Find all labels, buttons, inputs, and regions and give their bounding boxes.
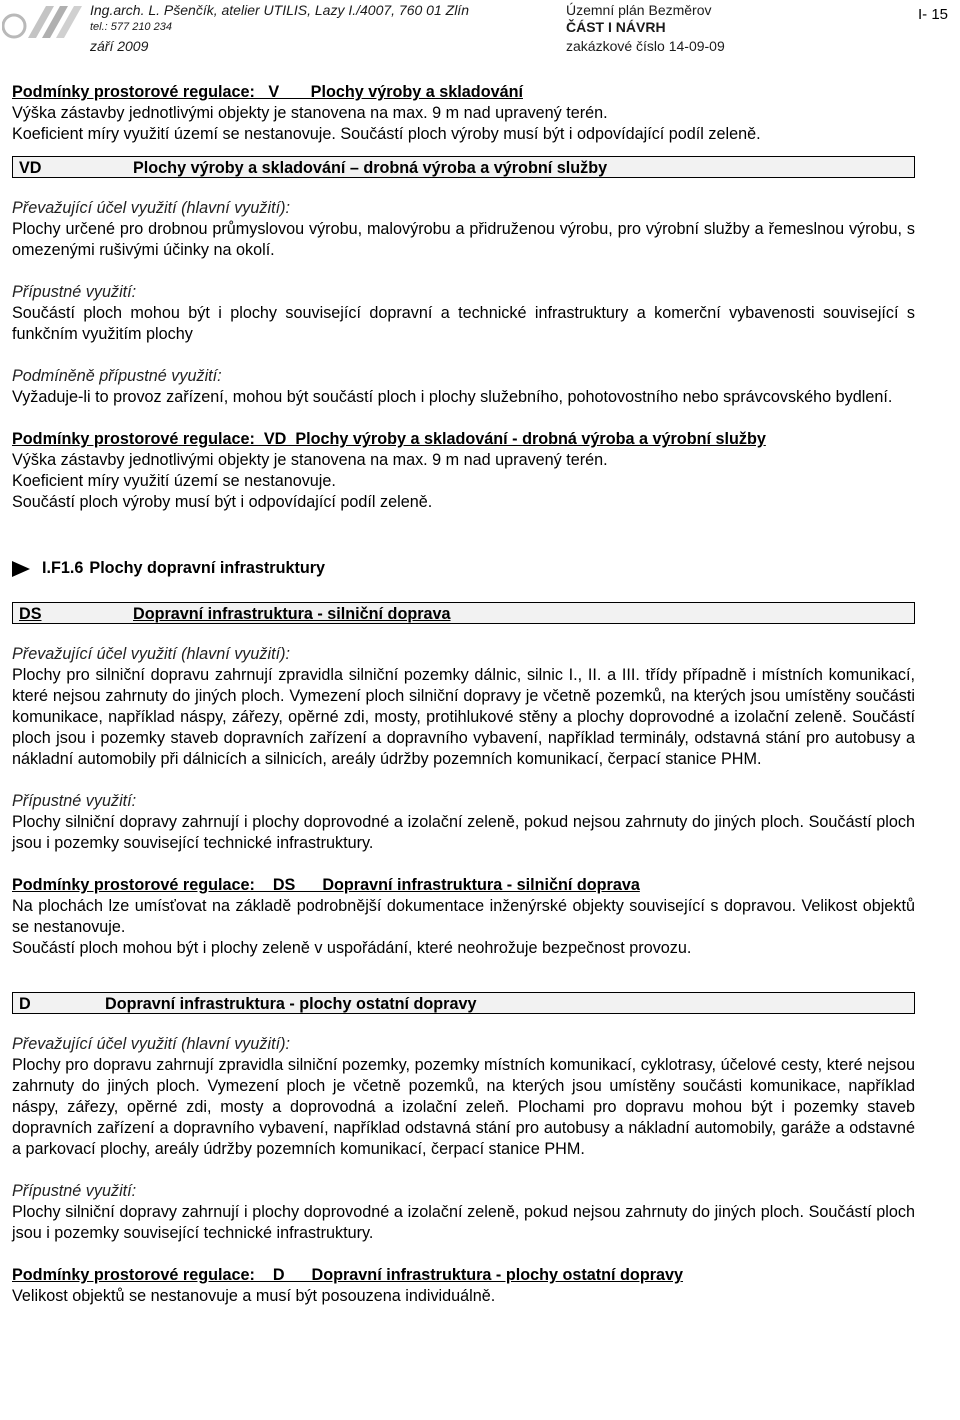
vd-regulation-line-1: Výška zástavby jednotlivými objekty je stanovena na max. 9 m nad upravený terén. — [12, 451, 608, 469]
vd-allowed-use-label: Přípustné využití: — [12, 283, 137, 301]
vd-main-use-label: Převažující účel využití (hlavní využití): — [12, 199, 290, 217]
d-main-use-text: Plochy pro dopravu zahrnují zpravidla silniční pozemky, pozemky místních komunikací, cyklotrasy, účelové cesty, které nejsou zahrnuty do jiných ploch. Vymezení ploch je včetně pozemků, na kterých jsou umístěny součásti komunikace, například náspy, zářezy, opěrné zdi, mosty a doprovodná a izolační zeleň. Plochami pro dopravu mohou být i pozemky staveb dopravních zařízení a dopravního vybavení, například odstavná stání pro autobusy a nákladní automobily, garáže a odstavné a parkovací plochy, areály údržby pozemních komunikací, čerpací stanice PHM. — [12, 1056, 915, 1158]
ds-title: Dopravní infrastruktura - silniční doprava — [133, 605, 451, 623]
v-regulation-line-2: Koeficient míry využití území se nestanovuje. Součástí ploch výroby musí být i odpovídající podíl zeleně. — [12, 125, 761, 143]
header-part: ČÁST I NÁVRH — [566, 19, 666, 35]
d-allowed-use-text: Plochy silniční dopravy zahrnují i plochy doprovodné a izolační zeleně, pokud nejsou zahrnuty do jiných ploch. Součástí ploch jsou i pozemky související technické infrastruktury. — [12, 1203, 915, 1242]
header-date: září 2009 — [90, 38, 149, 54]
d-code: D — [19, 995, 31, 1013]
arrow-right-icon — [12, 561, 30, 577]
vd-conditional-use-label: Podmíněně přípustné využití: — [12, 367, 222, 385]
ds-section-box — [12, 602, 915, 624]
ds-regulation-heading: Podmínky prostorové regulace: DS Dopravní infrastruktura - silniční doprava — [12, 876, 640, 894]
vd-title: Plochy výroby a skladování – drobná výroba a výrobní služby — [133, 159, 608, 177]
d-title: Dopravní infrastruktura - plochy ostatní dopravy — [105, 995, 477, 1013]
page-header — [0, 0, 960, 70]
d-section-box — [12, 992, 915, 1014]
section-title: Plochy dopravní infrastruktury — [89, 559, 326, 577]
ds-main-use-text: Plochy pro silniční dopravu zahrnují zpravidla silniční pozemky dálnic, silnic I., II. a III. třídy případně i místních komunikací, které nejsou zahrnuty do jiných ploch. Vymezení ploch silniční dopravy je včetně pozemků, na kterých jsou umístěny součásti komunikace, například náspy, zářezy, opěrné zdi, mosty, protihlukové stěny a plochy doprovodné a izolační zeleně. Součástí ploch jsou i pozemky staveb dopravních zařízení a dopravního vybavení, například terminály, odstavná stání pro autobusy a nákladní automobily při dálnicích a silnicích, areály údržby pozemních komunikací, čerpací stanice PHM. — [12, 666, 915, 768]
d-main-use-label: Převažující účel využití (hlavní využití): — [12, 1035, 290, 1053]
vd-regulation-heading: Podmínky prostorové regulace: VD Plochy výroby a skladování - drobná výroba a výrobní služby — [12, 430, 766, 448]
d-regulation-heading: Podmínky prostorové regulace: D Dopravní infrastruktura - plochy ostatní dopravy — [12, 1266, 684, 1284]
ds-regulation-text-2: Součástí ploch mohou být i plochy zeleně v uspořádání, které neohrožuje bezpečnost provozu. — [12, 939, 692, 957]
utilis-logo-icon — [2, 4, 84, 40]
section-number: I.F1.6 — [42, 559, 84, 577]
v-regulation-heading: Podmínky prostorové regulace: V Plochy výroby a skladování — [12, 83, 523, 101]
document-body — [12, 82, 915, 1307]
vd-section-box — [12, 156, 915, 178]
header-plan-title: Územní plán Bezměrov — [566, 2, 712, 18]
vd-regulation-line-2: Koeficient míry využití území se nestanovuje. — [12, 472, 336, 490]
vd-regulation-line-3: Součástí ploch výroby musí být i odpovídající podíl zeleně. — [12, 493, 433, 511]
section-heading — [12, 556, 915, 580]
header-phone: tel.: 577 210 234 — [90, 21, 172, 33]
vd-code: VD — [19, 159, 42, 177]
header-order-number: zakázkové číslo 14-09-09 — [566, 38, 725, 54]
header-author: Ing.arch. L. Pšenčík, atelier UTILIS, Lazy I./4007, 760 01 Zlín — [90, 2, 469, 18]
d-allowed-use-label: Přípustné využití: — [12, 1182, 137, 1200]
vd-main-use-text: Plochy určené pro drobnou průmyslovou výrobu, malovýrobu a přidruženou výrobu, pro výrobní služby a řemeslnou výrobu, s omezenými rušivými účinky na okolí. — [12, 220, 915, 259]
v-regulation-line-1: Výška zástavby jednotlivými objekty je stanovena na max. 9 m nad upravený terén. — [12, 104, 608, 122]
ds-allowed-use-text: Plochy silniční dopravy zahrnují i plochy doprovodné a izolační zeleně, pokud nejsou zahrnuty do jiných ploch. Součástí ploch jsou i pozemky související technické infrastruktury. — [12, 813, 915, 852]
ds-code: DS — [19, 605, 42, 623]
vd-allowed-use-text: Součástí ploch mohou být i plochy související dopravní a technické infrastruktury a komerční vybavenosti související s funkčním využitím plochy — [12, 304, 915, 343]
d-regulation-text: Velikost objektů se nestanovuje a musí být posouzena individuálně. — [12, 1287, 496, 1305]
vd-conditional-use-text: Vyžaduje-li to provoz zařízení, mohou být součástí ploch i plochy služebního, pohotovostního nebo správcovského bydlení. — [12, 388, 893, 406]
ds-main-use-label: Převažující účel využití (hlavní využití): — [12, 645, 290, 663]
page-number: I- 15 — [918, 6, 949, 23]
ds-regulation-text: Na plochách lze umísťovat na základě podrobnější dokumentace inženýrské objekty související s dopravou. Velikost objektů se nestanovuje. — [12, 897, 915, 936]
ds-allowed-use-label: Přípustné využití: — [12, 792, 137, 810]
